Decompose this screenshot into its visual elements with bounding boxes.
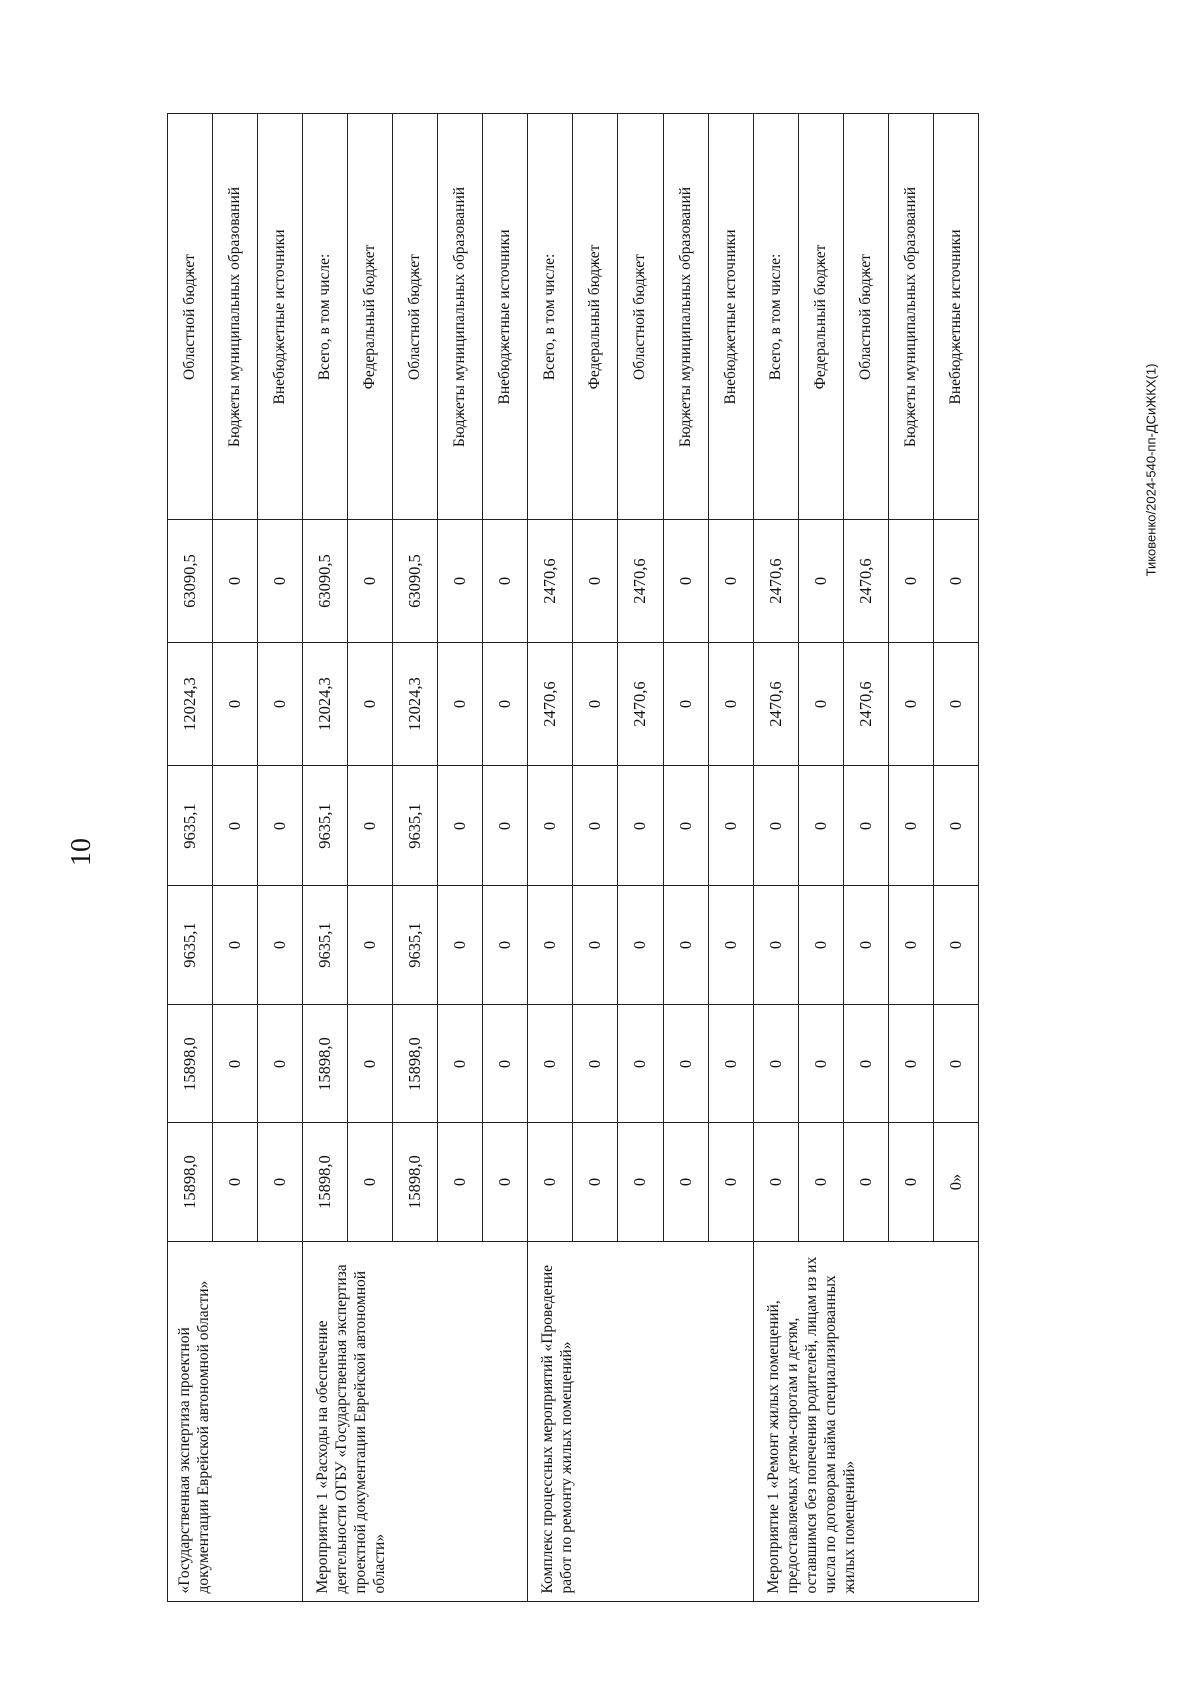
value-5: 15898,0	[180, 1036, 200, 1091]
value-2: 0	[225, 699, 245, 709]
value-1-cell[interactable]	[393, 520, 438, 643]
value-4: 0	[630, 940, 650, 950]
funding-source-label-cell[interactable]	[393, 114, 438, 520]
table-row-values	[168, 643, 979, 766]
value-1-cell[interactable]	[168, 520, 213, 643]
funding-source-label-cell[interactable]	[843, 114, 888, 520]
value-4: 9635,1	[405, 922, 425, 968]
value-6: 15898,0	[180, 1155, 200, 1209]
value-4-cell[interactable]	[573, 886, 618, 1005]
value-3-cell[interactable]	[303, 766, 348, 886]
value-6-cell[interactable]	[618, 1123, 663, 1242]
value-6-cell[interactable]	[438, 1123, 483, 1242]
value-6: 0	[585, 1177, 605, 1187]
value-3-cell[interactable]	[213, 766, 258, 886]
value-3-cell[interactable]	[618, 766, 663, 886]
value-4-cell[interactable]	[258, 886, 303, 1005]
value-4-cell[interactable]	[483, 886, 528, 1005]
funding-source-label-cell[interactable]	[618, 114, 663, 520]
value-3: 0	[270, 821, 290, 830]
value-1: 2470,6	[765, 558, 785, 604]
value-6-cell[interactable]	[348, 1123, 393, 1242]
value-3-cell[interactable]	[798, 766, 843, 886]
value-6-cell[interactable]	[258, 1123, 303, 1242]
value-1: 0	[720, 576, 740, 586]
measure-name-cell[interactable]	[303, 1242, 528, 1602]
funding-source-label-cell[interactable]	[708, 114, 753, 520]
value-6-cell[interactable]	[168, 1123, 213, 1242]
measure-name-cell[interactable]	[168, 1242, 303, 1602]
value-5-cell[interactable]	[933, 1005, 978, 1123]
value-2: 0	[900, 699, 920, 709]
value-4: 0	[450, 940, 470, 950]
value-5: 0	[450, 1059, 470, 1068]
funding-source-label: Федеральный бюджет	[811, 244, 829, 389]
value-6: 0	[225, 1177, 245, 1187]
value-2-cell[interactable]	[708, 643, 753, 766]
value-1-cell[interactable]	[753, 520, 798, 643]
value-2: 0	[945, 699, 965, 709]
funding-source-label-cell[interactable]	[438, 114, 483, 520]
funding-source-label: Внебюджетные источники	[946, 228, 964, 405]
value-1: 0	[360, 576, 380, 586]
value-1: 0	[945, 576, 965, 586]
value-5-cell[interactable]	[348, 1005, 393, 1123]
value-4-cell[interactable]	[393, 886, 438, 1005]
funding-source-label: Областной бюджет	[406, 253, 424, 380]
value-4: 9635,1	[315, 922, 335, 968]
value-1-cell[interactable]	[213, 520, 258, 643]
value-1-cell[interactable]	[258, 520, 303, 643]
value-3: 0	[225, 821, 245, 830]
value-2-cell[interactable]	[753, 643, 798, 766]
value-6: 0	[450, 1177, 470, 1187]
value-6: 15898,0	[315, 1155, 335, 1209]
value-1: 0	[495, 576, 515, 586]
value-4: 0	[495, 940, 515, 950]
funding-source-label-cell[interactable]	[798, 114, 843, 520]
value-2-cell[interactable]	[528, 643, 573, 766]
funding-source-label-cell[interactable]	[213, 114, 258, 520]
value-6: 0	[720, 1177, 740, 1187]
value-1: 0	[585, 576, 605, 586]
value-4-cell[interactable]	[213, 886, 258, 1005]
value-2-cell[interactable]	[213, 643, 258, 766]
value-6: 0	[675, 1177, 695, 1187]
value-1-cell[interactable]	[483, 520, 528, 643]
value-4: 0	[900, 940, 920, 950]
value-5: 0	[855, 1059, 875, 1068]
value-4-cell[interactable]	[663, 886, 708, 1005]
table-row-funding-sources	[168, 114, 979, 520]
value-6: 0	[765, 1177, 785, 1187]
value-5-cell[interactable]	[528, 1005, 573, 1123]
funding-source-label: Всего, в том числе:	[316, 253, 334, 380]
value-3: 0	[945, 821, 965, 830]
value-2: 0	[360, 699, 380, 709]
funding-source-label-cell[interactable]	[303, 114, 348, 520]
value-4: 0	[585, 940, 605, 950]
value-6-cell[interactable]	[798, 1123, 843, 1242]
value-4-cell[interactable]	[888, 886, 933, 1005]
value-3: 0	[360, 821, 380, 830]
value-2-cell[interactable]	[303, 643, 348, 766]
value-3-cell[interactable]	[753, 766, 798, 886]
measure-name: Комплекс процессных мероприятий «Проведение работ по ремонту жилых помещений»	[539, 1264, 576, 1593]
value-5: 0	[810, 1059, 830, 1068]
funding-source-label: Федеральный бюджет	[586, 244, 604, 389]
value-5-cell[interactable]	[483, 1005, 528, 1123]
value-1: 63090,5	[180, 554, 200, 608]
value-6: 0	[270, 1177, 290, 1187]
value-2: 0	[495, 699, 515, 709]
value-2-cell[interactable]	[258, 643, 303, 766]
footer-document-code-text: Тиковенко/2024-540-пп-ДСиЖКХ(1)	[1143, 363, 1159, 577]
value-4-cell[interactable]	[618, 886, 663, 1005]
table-body	[168, 114, 979, 1602]
funding-source-label: Внебюджетные источники	[721, 228, 739, 405]
value-5-cell[interactable]	[168, 1005, 213, 1123]
value-2: 0	[810, 699, 830, 709]
value-5-cell[interactable]	[888, 1005, 933, 1123]
value-2: 2470,6	[765, 681, 785, 727]
value-4: 0	[945, 940, 965, 950]
value-3: 0	[630, 821, 650, 830]
value-3: 0	[900, 821, 920, 830]
value-6: 0	[630, 1177, 650, 1187]
value-1-cell[interactable]	[663, 520, 708, 643]
value-2: 0	[585, 699, 605, 709]
value-5: 15898,0	[405, 1036, 425, 1091]
value-4: 9635,1	[180, 922, 200, 968]
measure-name: Мероприятие 1 «Расходы на обеспечение деятельности ОГБУ «Государственная экспертиза проектной документации Еврейской автономной области»	[314, 1263, 389, 1593]
value-1: 0	[450, 576, 470, 586]
funding-source-label-cell[interactable]	[933, 114, 978, 520]
value-6-cell[interactable]	[753, 1123, 798, 1242]
value-1: 0	[270, 576, 290, 586]
table-row-values	[168, 520, 979, 643]
funding-source-label: Бюджеты муниципальных образований	[901, 186, 919, 447]
table-row-measure-names	[168, 1242, 979, 1602]
value-4-cell[interactable]	[798, 886, 843, 1005]
funding-source-label: Бюджеты муниципальных образований	[676, 186, 694, 447]
value-2: 12024,3	[315, 677, 335, 731]
value-1-cell[interactable]	[303, 520, 348, 643]
funding-source-label: Бюджеты муниципальных образований	[451, 186, 469, 447]
value-2: 0	[675, 699, 695, 709]
value-3-cell[interactable]	[888, 766, 933, 886]
value-1-cell[interactable]	[708, 520, 753, 643]
funding-source-label: Всего, в том числе:	[766, 253, 784, 380]
value-2: 0	[720, 699, 740, 709]
value-3-cell[interactable]	[483, 766, 528, 886]
value-4-cell[interactable]	[303, 886, 348, 1005]
value-1-cell[interactable]	[798, 520, 843, 643]
value-5: 0	[900, 1059, 920, 1068]
table-row-values	[168, 1123, 979, 1242]
budget-funding-table	[167, 113, 979, 1602]
value-2-cell[interactable]	[888, 643, 933, 766]
value-2: 12024,3	[180, 677, 200, 731]
value-3-cell[interactable]	[393, 766, 438, 886]
value-3: 0	[495, 821, 515, 830]
value-5: 0	[225, 1059, 245, 1068]
value-5: 0	[675, 1059, 695, 1068]
value-5: 15898,0	[315, 1036, 335, 1091]
value-6-cell[interactable]	[393, 1123, 438, 1242]
value-1-cell[interactable]	[618, 520, 663, 643]
value-5-cell[interactable]	[798, 1005, 843, 1123]
value-3-cell[interactable]	[708, 766, 753, 886]
table-row-values	[168, 766, 979, 886]
value-2-cell[interactable]	[573, 643, 618, 766]
value-4-cell[interactable]	[438, 886, 483, 1005]
value-2-cell[interactable]	[348, 643, 393, 766]
value-4: 0	[720, 940, 740, 950]
value-6-cell[interactable]	[303, 1123, 348, 1242]
value-1: 63090,5	[315, 554, 335, 608]
value-4: 0	[855, 940, 875, 950]
value-3: 9635,1	[315, 802, 335, 849]
value-5: 0	[495, 1059, 515, 1068]
value-6: 0	[855, 1177, 875, 1187]
funding-source-label-cell[interactable]	[753, 114, 798, 520]
value-3: 0	[720, 821, 740, 830]
value-4-cell[interactable]	[753, 886, 798, 1005]
value-2: 2470,6	[540, 681, 560, 727]
measure-name: «Государственная экспертиза проектной документации Еврейской автономной области»	[176, 1280, 213, 1593]
value-4: 0	[810, 940, 830, 950]
value-3-cell[interactable]	[168, 766, 213, 886]
value-5: 0	[540, 1059, 560, 1068]
value-5-cell[interactable]	[618, 1005, 663, 1123]
value-2-cell[interactable]	[663, 643, 708, 766]
value-5: 0	[720, 1059, 740, 1068]
funding-source-label: Областной бюджет	[631, 253, 649, 380]
funding-source-label-cell[interactable]	[168, 114, 213, 520]
value-6-cell[interactable]	[213, 1123, 258, 1242]
value-3: 0	[450, 821, 470, 830]
value-2-cell[interactable]	[933, 643, 978, 766]
value-3: 0	[585, 821, 605, 830]
value-3-cell[interactable]	[438, 766, 483, 886]
value-1: 63090,5	[405, 554, 425, 608]
value-1-cell[interactable]	[438, 520, 483, 643]
value-5: 0	[360, 1059, 380, 1068]
value-4-cell[interactable]	[708, 886, 753, 1005]
funding-source-label-cell[interactable]	[888, 114, 933, 520]
value-6-cell[interactable]	[843, 1123, 888, 1242]
funding-source-label-cell[interactable]	[663, 114, 708, 520]
funding-source-label: Областной бюджет	[181, 253, 199, 380]
value-3: 0	[810, 821, 830, 830]
funding-source-label: Внебюджетные источники	[271, 228, 289, 405]
value-5-cell[interactable]	[393, 1005, 438, 1123]
value-4-cell[interactable]	[168, 886, 213, 1005]
value-3: 9635,1	[405, 802, 425, 849]
value-5-cell[interactable]	[663, 1005, 708, 1123]
value-2: 0	[270, 699, 290, 709]
page-number: 10	[66, 838, 97, 866]
value-3-cell[interactable]	[933, 766, 978, 886]
funding-source-label: Всего, в том числе:	[541, 253, 559, 380]
value-5-cell[interactable]	[843, 1005, 888, 1123]
value-4: 0	[765, 940, 785, 950]
value-1: 2470,6	[855, 558, 875, 604]
funding-source-label: Федеральный бюджет	[361, 244, 379, 389]
funding-source-label-cell[interactable]	[258, 114, 303, 520]
value-1: 2470,6	[630, 558, 650, 604]
value-5: 0	[765, 1059, 785, 1068]
value-4-cell[interactable]	[348, 886, 393, 1005]
value-4-cell[interactable]	[933, 886, 978, 1005]
funding-source-label-cell[interactable]	[348, 114, 393, 520]
funding-source-label-cell[interactable]	[573, 114, 618, 520]
value-1-cell[interactable]	[573, 520, 618, 643]
value-4: 0	[540, 940, 560, 950]
value-6-cell[interactable]	[573, 1123, 618, 1242]
value-6-cell[interactable]	[483, 1123, 528, 1242]
value-1-cell[interactable]	[933, 520, 978, 643]
value-6-cell[interactable]	[888, 1123, 933, 1242]
value-6: 15898,0	[405, 1155, 425, 1209]
value-5-cell[interactable]	[753, 1005, 798, 1123]
value-1-cell[interactable]	[843, 520, 888, 643]
value-6-cell[interactable]	[708, 1123, 753, 1242]
value-1: 2470,6	[540, 558, 560, 604]
value-4-cell[interactable]	[528, 886, 573, 1005]
value-6: 0»	[945, 1173, 965, 1191]
value-2: 0	[450, 699, 470, 709]
value-5-cell[interactable]	[303, 1005, 348, 1123]
value-2-cell[interactable]	[618, 643, 663, 766]
value-3-cell[interactable]	[843, 766, 888, 886]
value-4: 0	[225, 940, 245, 950]
value-5: 0	[630, 1059, 650, 1068]
value-6: 0	[540, 1177, 560, 1187]
value-5: 0	[585, 1059, 605, 1068]
footer-document-code	[1137, 190, 1165, 750]
value-3: 0	[765, 821, 785, 830]
value-6-cell[interactable]	[528, 1123, 573, 1242]
value-3-cell[interactable]	[528, 766, 573, 886]
value-5-cell[interactable]	[213, 1005, 258, 1123]
table-row-values	[168, 886, 979, 1005]
value-4: 0	[360, 940, 380, 950]
value-3: 9635,1	[180, 802, 200, 849]
value-1-cell[interactable]	[348, 520, 393, 643]
value-3: 0	[855, 821, 875, 830]
measure-name: Мероприятие 1 «Ремонт жилых помещений, предоставляемых детям-сиротам и детям, оставшимся без попечения родителей, лицам из их числа по договорам найма специализированных жилых помещений»	[764, 1256, 858, 1593]
funding-source-label: Бюджеты муниципальных образований	[226, 186, 244, 447]
value-6: 0	[495, 1177, 515, 1187]
measure-name-cell[interactable]	[528, 1242, 753, 1602]
value-1: 0	[900, 576, 920, 586]
value-3-cell[interactable]	[348, 766, 393, 886]
funding-source-label-cell[interactable]	[483, 114, 528, 520]
value-5: 0	[270, 1059, 290, 1068]
value-3: 0	[675, 821, 695, 830]
value-2-cell[interactable]	[393, 643, 438, 766]
funding-source-label-cell[interactable]	[528, 114, 573, 520]
value-2: 12024,3	[405, 677, 425, 731]
value-2-cell[interactable]	[798, 643, 843, 766]
value-5-cell[interactable]	[438, 1005, 483, 1123]
value-3-cell[interactable]	[663, 766, 708, 886]
value-6: 0	[900, 1177, 920, 1187]
value-6: 0	[360, 1177, 380, 1187]
value-2-cell[interactable]	[483, 643, 528, 766]
value-1-cell[interactable]	[888, 520, 933, 643]
value-6: 0	[810, 1177, 830, 1187]
value-5-cell[interactable]	[573, 1005, 618, 1123]
value-2: 2470,6	[630, 681, 650, 727]
value-2: 2470,6	[855, 681, 875, 727]
value-1-cell[interactable]	[528, 520, 573, 643]
value-3: 0	[540, 821, 560, 830]
value-1: 0	[810, 576, 830, 586]
value-3-cell[interactable]	[573, 766, 618, 886]
value-6-cell[interactable]	[933, 1123, 978, 1242]
value-5: 0	[945, 1059, 965, 1068]
value-4-cell[interactable]	[843, 886, 888, 1005]
funding-source-label: Областной бюджет	[856, 253, 874, 380]
value-2-cell[interactable]	[438, 643, 483, 766]
value-6-cell[interactable]	[663, 1123, 708, 1242]
value-5-cell[interactable]	[258, 1005, 303, 1123]
value-3-cell[interactable]	[258, 766, 303, 886]
value-4: 0	[675, 940, 695, 950]
measure-name-cell[interactable]	[753, 1242, 978, 1602]
value-1: 0	[675, 576, 695, 586]
table-row-values	[168, 1005, 979, 1123]
value-1: 0	[225, 576, 245, 586]
value-4: 0	[270, 940, 290, 950]
value-2-cell[interactable]	[843, 643, 888, 766]
funding-source-label: Внебюджетные источники	[496, 228, 514, 405]
value-5-cell[interactable]	[708, 1005, 753, 1123]
value-2-cell[interactable]	[168, 643, 213, 766]
